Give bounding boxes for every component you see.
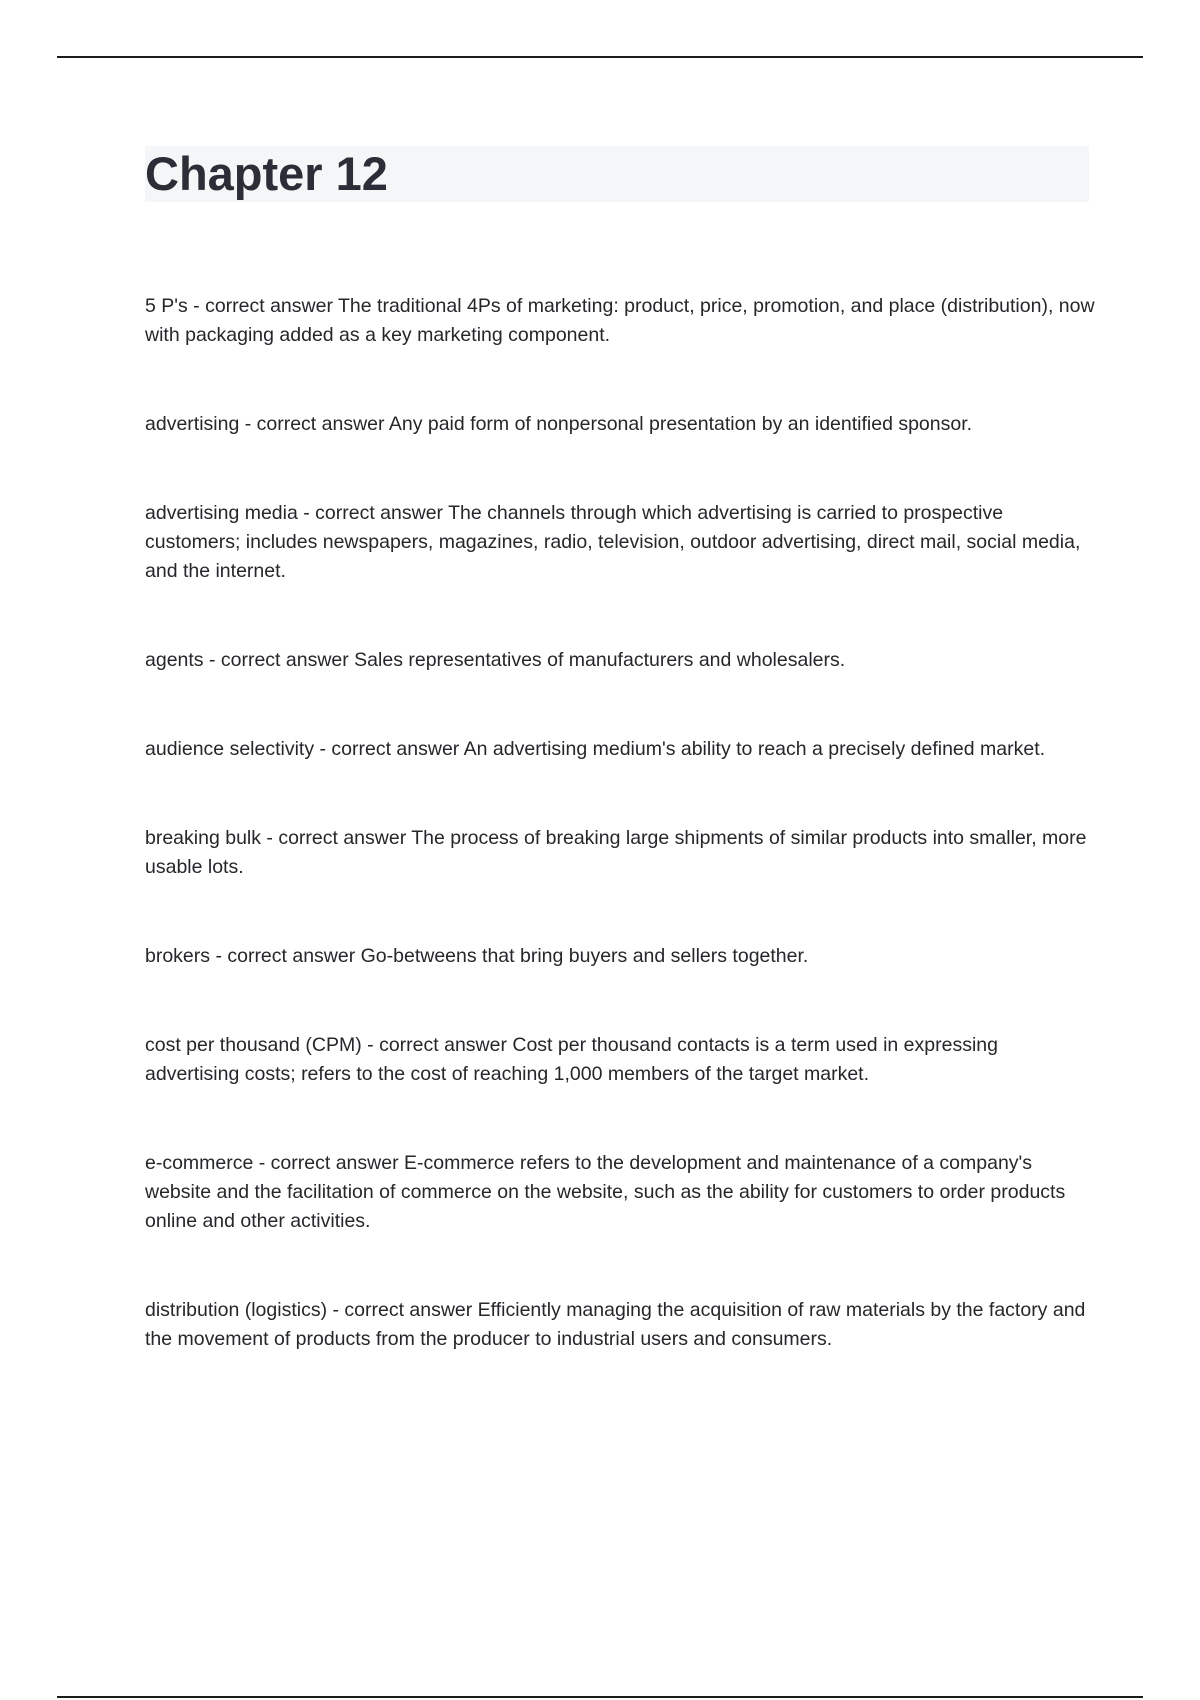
glossary-entry: 5 P's - correct answer The traditional 4Ps of marketing: product, price, promotion, and place (distribution), now with packaging added as a key marketing component.	[145, 295, 1095, 346]
glossary-entry: cost per thousand (CPM) - correct answer Cost per thousand contacts is a term used in expressing advertising costs; refers to the cost of reaching 1,000 members of the target market.	[145, 1034, 998, 1085]
glossary-entry: advertising - correct answer Any paid form of nonpersonal presentation by an identified sponsor.	[145, 413, 973, 435]
bottom-rule	[57, 1696, 1143, 1698]
glossary-entry: audience selectivity - correct answer An advertising medium's ability to reach a precisely defined market.	[145, 738, 1046, 760]
glossary-entry: breaking bulk - correct answer The process of breaking large shipments of similar products into smaller, more usable lots.	[145, 827, 1087, 878]
glossary-list	[145, 292, 1095, 1414]
top-rule	[57, 56, 1143, 58]
glossary-entry: agents - correct answer Sales representatives of manufacturers and wholesalers.	[145, 649, 846, 671]
glossary-entry: e-commerce - correct answer E-commerce refers to the development and maintenance of a company's website and the facilitation of commerce on the website, such as the ability for customers to order products online and other activities.	[145, 1152, 1066, 1232]
page-title: Chapter 12	[145, 147, 388, 200]
glossary-entry: brokers - correct answer Go-betweens that bring buyers and sellers together.	[145, 945, 809, 967]
glossary-entry: advertising media - correct answer The channels through which advertising is carried to prospective customers; includes newspapers, magazines, radio, television, outdoor advertising, direct mail, social media, and the internet.	[145, 502, 1081, 582]
glossary-entry: distribution (logistics) - correct answer Efficiently managing the acquisition of raw materials by the factory and the movement of products from the producer to industrial users and consumers.	[145, 1299, 1086, 1350]
